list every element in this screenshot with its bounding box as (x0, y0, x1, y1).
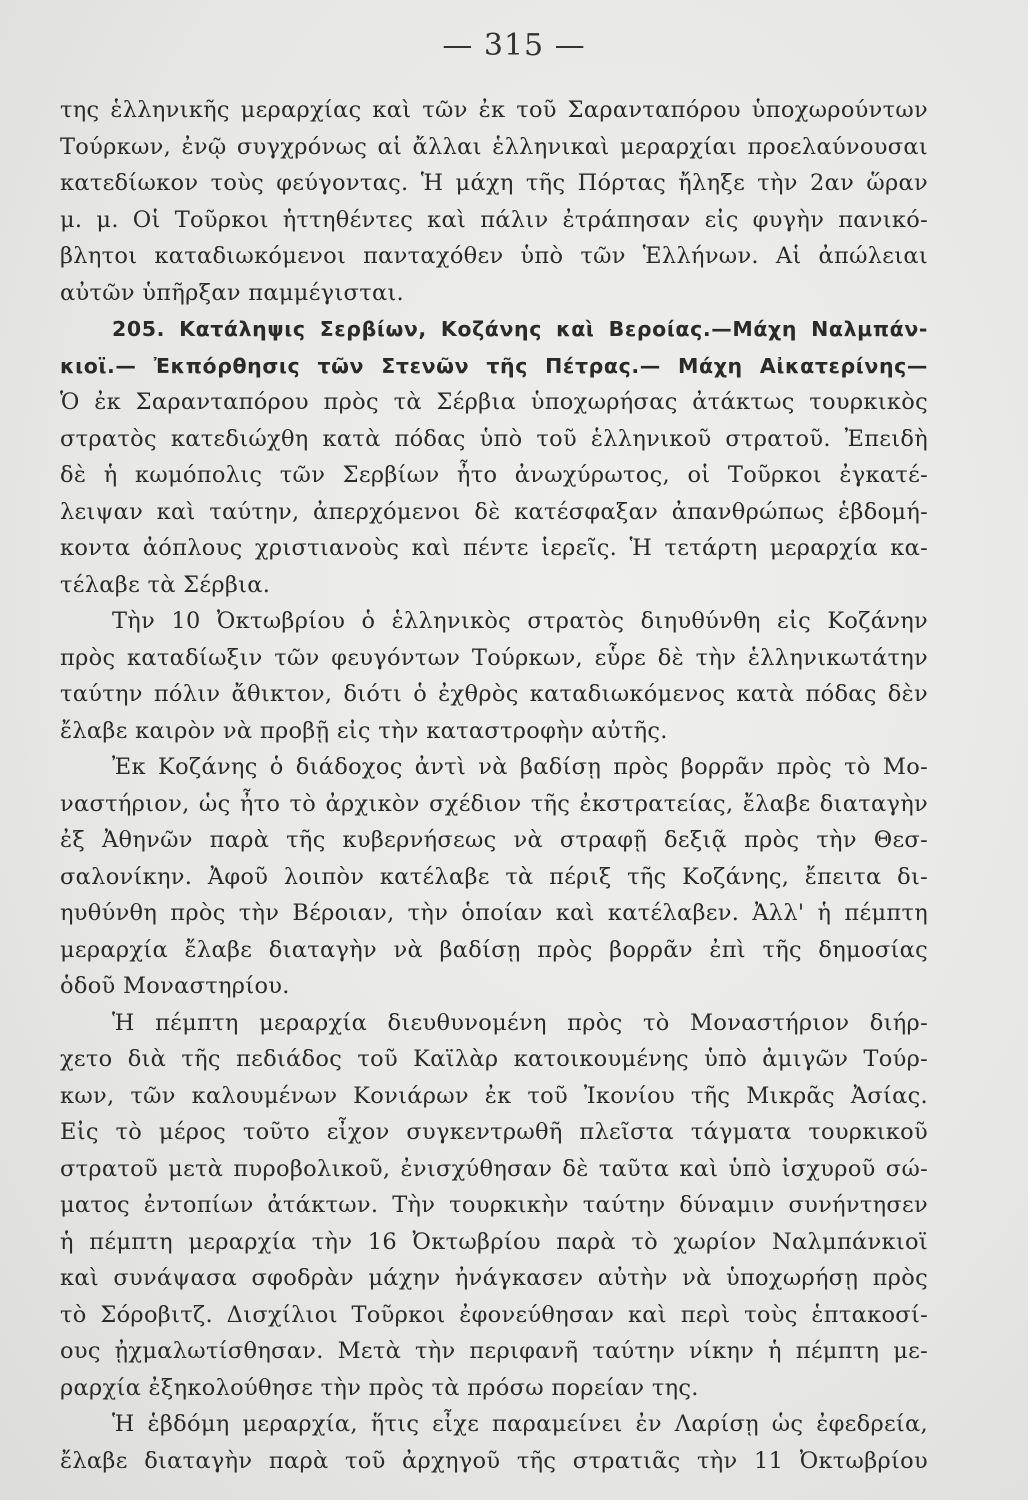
text-line: στρατὸς κατεδιώχθη κατὰ πόδας ὑπὸ τοῦ ἑλληνικοῦ στρατοῦ. Ἐπειδὴ (60, 425, 928, 452)
text-line: τὸ Σόροβιτζ. Δισχίλιοι Τοῦρκοι ἐφονεύθησαν καὶ περὶ τοὺς ἑπτακοσί- (60, 1301, 928, 1328)
text-line: ἡ πέμπτη μεραρχία τὴν 16 Ὀκτωβρίου παρὰ τὸ χωρίον Ναλμπάνκιοϊ (60, 1228, 928, 1255)
text-line: λειψαν καὶ ταύτην, ἀπερχόμενοι δὲ κατέσφαξαν ἀπανθρώπως ἑβδομή- (60, 498, 928, 525)
text-line: ἔλαβε διαταγὴν παρὰ τοῦ ἀρχηγοῦ τῆς στρατιᾶς τὴν 11 Ὀκτωβρίου (60, 1447, 928, 1474)
text-line: μεραρχία ἔλαβε διαταγὴν νὰ βαδίσῃ πρὸς βορρᾶν ἐπὶ τῆς δημοσίας (60, 936, 928, 963)
text-line: μ. μ. Οἱ Τοῦρκοι ἡττηθέντες καὶ πάλιν ἐτράπησαν εἰς φυγὴν πανικό- (60, 206, 928, 233)
text-line: ναστήριον, ὡς ἦτο τὸ ἀρχικὸν σχέδιον τῆς ἐκστρατείας, ἔλαβε διαταγὴν (60, 790, 928, 817)
text-line: Ἡ ἑβδόμη μεραρχία, ἥτις εἶχε παραμείνει ἐν Λαρίσῃ ὡς ἐφεδρεία, (112, 1411, 928, 1437)
text-line: ἔλαβε καιρὸν νὰ προβῇ εἰς τὴν καταστροφὴν αὐτῆς. (60, 717, 668, 744)
text-line: δὲ ἡ κωμόπολις τῶν Σερβίων ἦτο ἀνωχύρωτος, οἱ Τοῦρκοι ἐγκατέ- (60, 462, 928, 488)
text-line: Εἰς τὸ μέρος τοῦτο εἶχον συγκεντρωθῆ πλεῖστα τάγματα τουρκικοῦ (60, 1119, 928, 1145)
text-line: ἐξ Ἀθηνῶν παρὰ τῆς κυβερνήσεως νὰ στραφῇ δεξιᾷ πρὸς τὴν Θεσ- (60, 827, 928, 853)
text-line: Τούρκων, ἐνῷ συγχρόνως αἱ ἄλλαι ἑλληνικαὶ μεραρχίαι προελαύνουσαι (60, 133, 928, 160)
text-line: χετο διὰ τῆς πεδιάδος τοῦ Καϊλὰρ κατοικουμένης ὑπὸ ἀμιγῶν Τούρ- (60, 1046, 928, 1072)
page-number: — 315 — (442, 28, 586, 63)
text-line: ηυθύνθη πρὸς τὴν Βέροιαν, τὴν ὁποίαν καὶ κατέλαβεν. Ἀλλ' ἡ πέμπτη (60, 900, 928, 926)
text-line: ραρχία ἐξηκολούθησε τὴν πρὸς τὰ πρόσω πορείαν της. (60, 1374, 699, 1401)
text-line: τέλαβε τὰ Σέρβια. (60, 571, 271, 598)
text-line: κων, τῶν καλουμένων Κονιάρων ἐκ τοῦ Ἰκονίου τῆς Μικρᾶς Ἀσίας. (60, 1082, 928, 1109)
text-line: Ἐκ Κοζάνης ὁ διάδοχος ἀντὶ νὰ βαδίσῃ πρὸς βορρᾶν πρὸς τὸ Μο- (112, 754, 928, 780)
text-line: ους ᾐχμαλωτίσθησαν. Μετὰ τὴν περιφανῆ ταύτην νίκην ἡ πέμπτη με- (60, 1338, 928, 1364)
text-line: Ὁ ἐκ Σαρανταπόρου πρὸς τὰ Σέρβια ὑποχωρήσας ἀτάκτως τουρκικὸς (60, 389, 928, 415)
text-line: ματος ἐντοπίων ἀτάκτων. Τὴν τουρκικὴν ταύτην δύναμιν συνήντησεν (60, 1192, 928, 1218)
text-line: Ἡ πέμπτη μεραρχία διευθυνομένη πρὸς τὸ Μοναστήριον διήρ- (112, 1009, 928, 1036)
body-text (60, 92, 928, 1479)
text-line: κατεδίωκον τοὺς φεύγοντας. Ἡ μάχη τῆς Πόρτας ἤληξε τὴν 2αν ὥραν (60, 170, 928, 196)
section-heading-line: 205. Κατάληψις Σερβίων, Κοζάνης καὶ Βεροίας.—Μάχη Ναλμπάν- (112, 317, 928, 341)
text-line: Τὴν 10 Ὀκτωβρίου ὁ ἑλληνικὸς στρατὸς διηυθύνθη εἰς Κοζάνην (112, 608, 928, 634)
text-line: αὐτῶν ὑπῆρξαν παμμέγισται. (60, 279, 405, 306)
text-line: καὶ συνάψασα σφοδρὰν μάχην ἠνάγκασεν αὐτὴν νὰ ὑποχωρήσῃ πρὸς (60, 1265, 928, 1291)
section-heading-line: κιοϊ.— Ἐκπόρθησις τῶν Στενῶν τῆς Πέτρας.— Μάχη Αἰκατερίνης— (60, 353, 928, 378)
text-line: της ἑλληνικῆς μεραρχίας καὶ τῶν ἐκ τοῦ Σαρανταπόρου ὑποχωρούντων (60, 97, 928, 123)
text-line: ταύτην πόλιν ἄθικτον, διότι ὁ ἐχθρὸς καταδιωκόμενος κατὰ πόδας δὲν (60, 681, 928, 707)
text-line: σαλονίκην. Ἀφοῦ λοιπὸν κατέλαβε τὰ πέριξ τῆς Κοζάνης, ἔπειτα δι- (60, 863, 928, 890)
text-line: στρατοῦ μετὰ πυροβολικοῦ, ἐνισχύθησαν δὲ ταῦτα καὶ ὑπὸ ἰσχυροῦ σώ- (60, 1155, 928, 1182)
text-line: πρὸς καταδίωξιν τῶν φευγόντων Τούρκων, εὗρε δὲ τὴν ἑλληνικωτάτην (60, 644, 928, 671)
text-line: ὁδοῦ Μοναστηρίου. (60, 973, 290, 999)
text-line: βλητοι καταδιωκόμενοι πανταχόθεν ὑπὸ τῶν Ἑλλήνων. Αἱ ἀπώλειαι (60, 243, 928, 269)
text-line: κοντα ἀόπλους χριστιανοὺς καὶ πέντε ἱερεῖς. Ἡ τετάρτη μεραρχία κα- (60, 535, 928, 561)
